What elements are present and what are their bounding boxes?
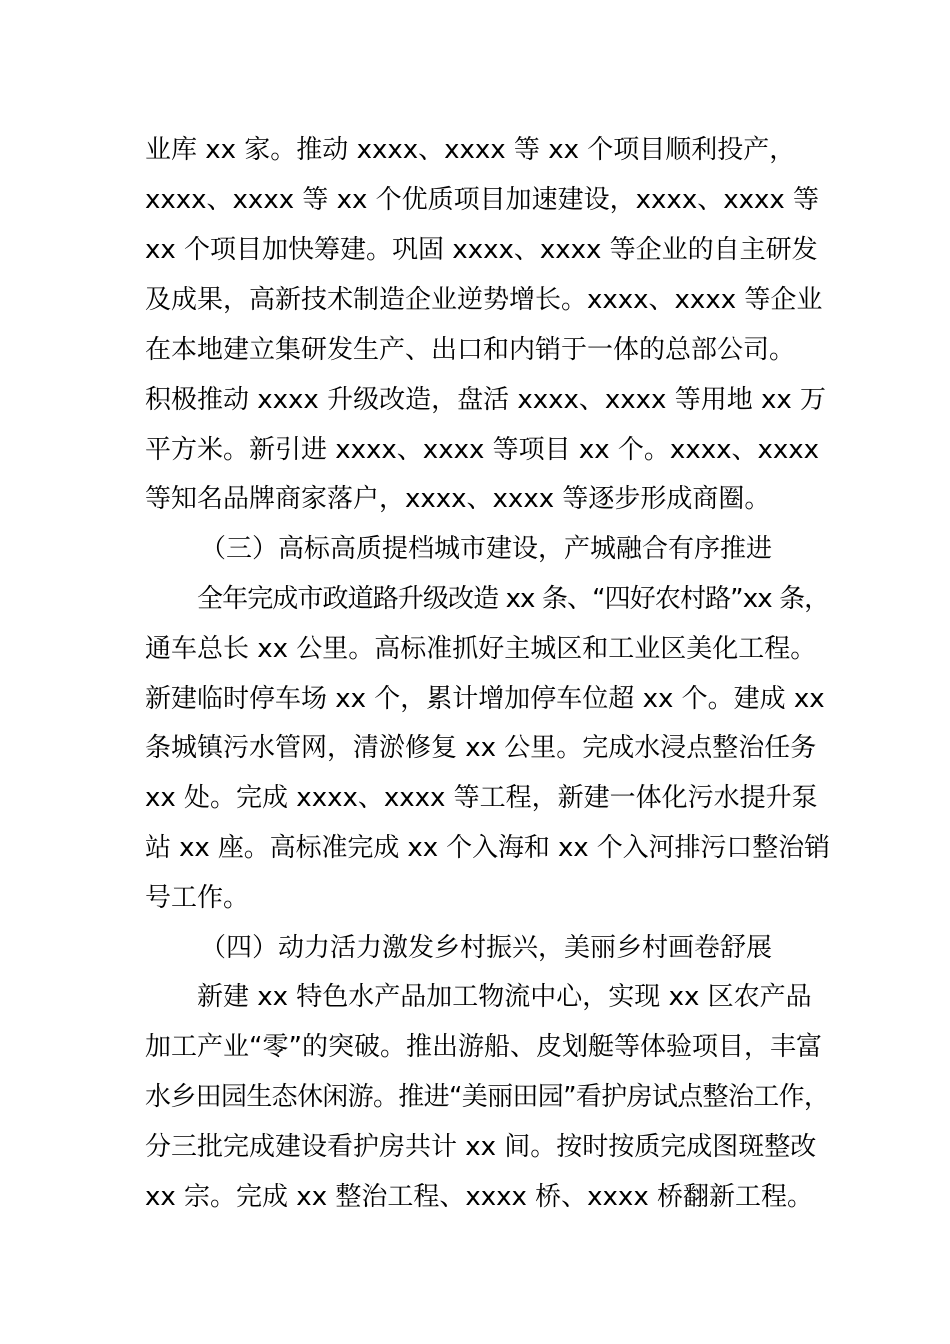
paragraph-line: 及成果，高新技术制造企业逆势增长。xxxx、xxxx 等企业 — [145, 285, 823, 315]
paragraph-line: 等知名品牌商家落户，xxxx、xxxx 等逐步形成商圈。 — [145, 484, 771, 514]
paragraph-line: 水乡田园生态休闲游。推进“美丽田园”看护房试点整治工作， — [145, 1082, 830, 1112]
paragraph-line: 积极推动 xxxx 升级改造，盘活 xxxx、xxxx 等用地 xx 万 — [145, 385, 827, 415]
paragraph-line: 平方米。新引进 xxxx、xxxx 等项目 xx 个。xxxx、xxxx — [145, 435, 820, 465]
paragraph-line: 加工产业“零”的突破。推出游船、皮划艇等体验项目，丰富 — [145, 1032, 822, 1062]
paragraph-line: xxxx、xxxx 等 xx 个优质项目加速建设，xxxx、xxxx 等 — [145, 185, 820, 215]
paragraph-line: 全年完成市政道路升级改造 xx 条、“四好农村路”xx 条， — [197, 584, 830, 614]
paragraph-line: 新建 xx 特色水产品加工物流中心，实现 xx 区农产品 — [197, 982, 812, 1012]
paragraph-line: 站 xx 座。高标准完成 xx 个入海和 xx 个入河排污口整治销 — [145, 833, 830, 863]
paragraph-line: 分三批完成建设看护房共计 xx 间。按时按质完成图斑整改 — [145, 1132, 817, 1162]
section-heading: （四）动力活力激发乡村振兴，美丽乡村画卷舒展 — [200, 933, 773, 963]
paragraph-line: xx 处。完成 xxxx、xxxx 等工程，新建一体化污水提升泵 — [145, 783, 818, 813]
section-heading: （三）高标高质提档城市建设，产城融合有序推进 — [200, 534, 773, 564]
paragraph-line: 条城镇污水管网，清淤修复 xx 公里。完成水浸点整治任务 — [145, 733, 817, 763]
paragraph-line: 新建临时停车场 xx 个，累计增加停车位超 xx 个。建成 xx — [145, 684, 825, 714]
paragraph-line: 号工作。 — [145, 883, 250, 913]
paragraph-line: xx 宗。完成 xx 整治工程、xxxx 桥、xxxx 桥翻新工程。 — [145, 1182, 813, 1212]
paragraph-line: 在本地建立集研发生产、出口和内销于一体的总部公司。 — [145, 335, 796, 365]
paragraph-line: 通车总长 xx 公里。高标准抓好主城区和工业区美化工程。 — [145, 634, 817, 664]
paragraph-line: xx 个项目加快筹建。巩固 xxxx、xxxx 等企业的自主研发 — [145, 235, 818, 265]
paragraph-line: 业库 xx 家。推动 xxxx、xxxx 等 xx 个项目顺利投产， — [145, 135, 796, 165]
